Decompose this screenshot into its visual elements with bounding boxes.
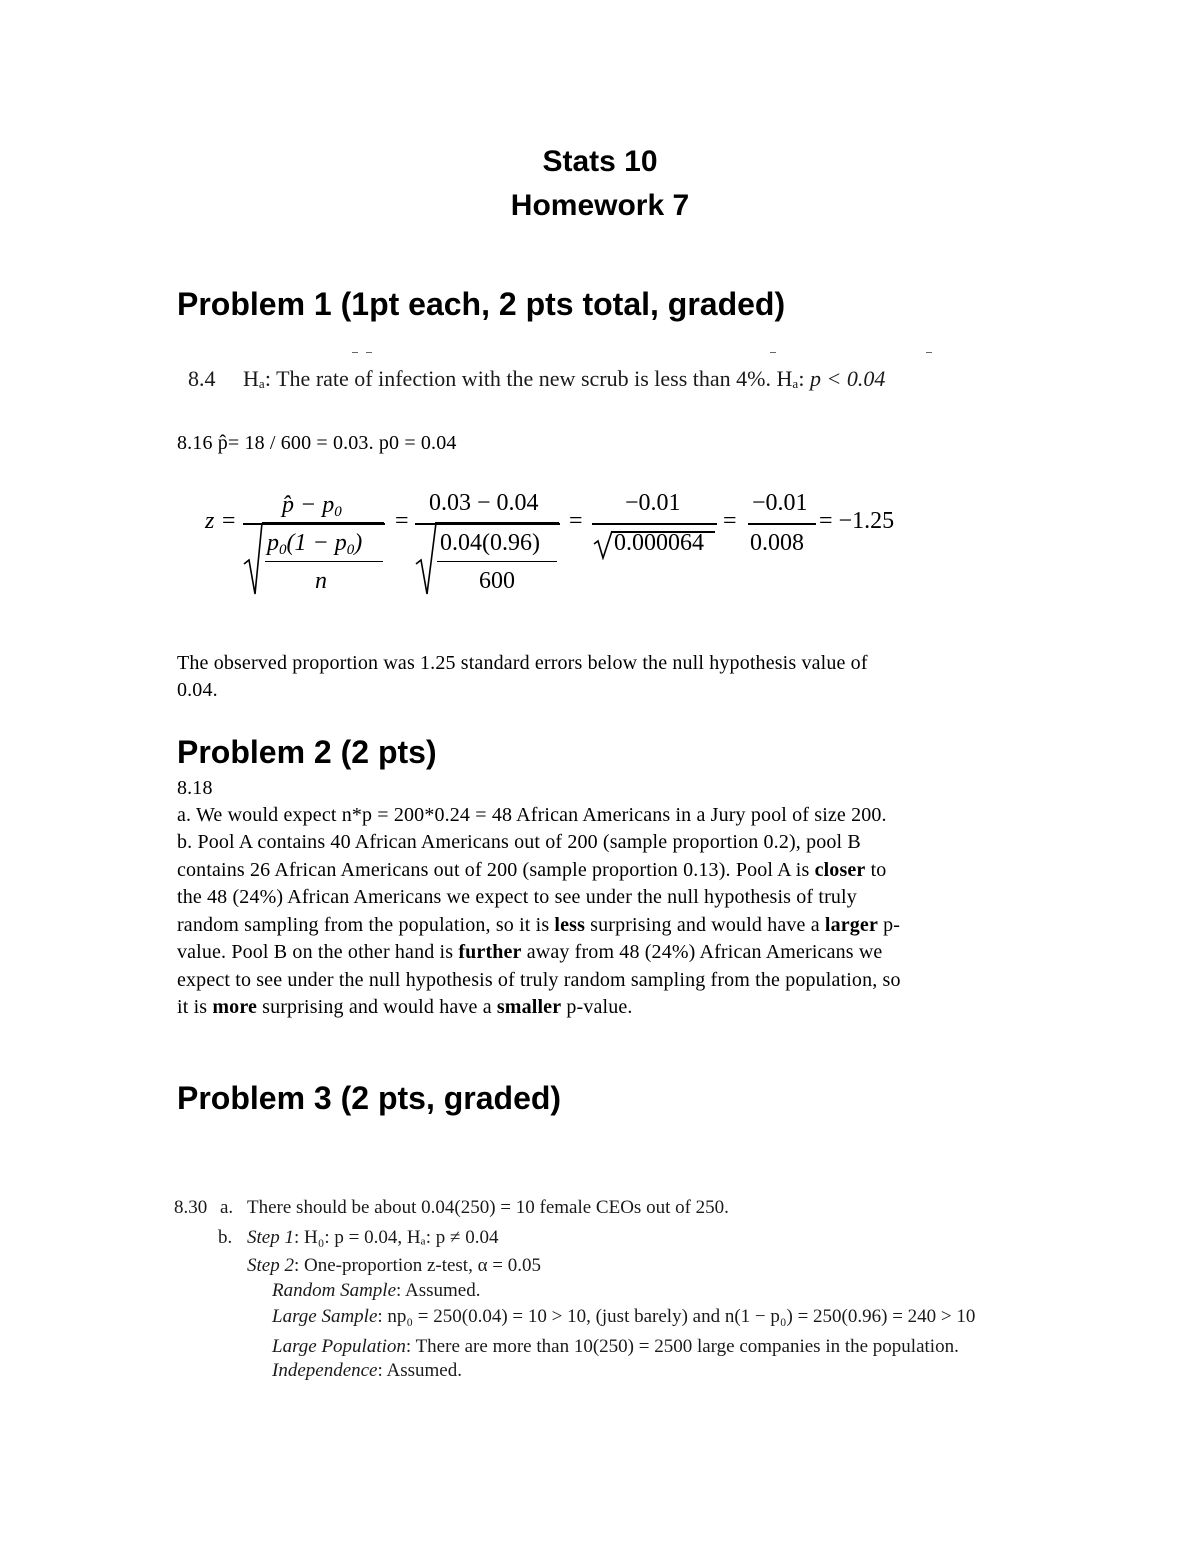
- scan-mark: [352, 352, 358, 353]
- eq-equals-2: =: [569, 508, 583, 534]
- eq-lhs: z =: [205, 508, 237, 534]
- p2-qnum: 8.18: [177, 777, 213, 799]
- fraction-bar: [748, 523, 816, 525]
- p3-b-label: b.: [218, 1227, 233, 1248]
- p2-line-a: a. We would expect n*p = 200*0.24 = 48 African Americans in a Jury pool of size 200.: [177, 804, 887, 826]
- p2-line-b2: contains 26 African Americans out of 200 (sample proportion 0.13). Pool A is closer to: [177, 859, 887, 881]
- p2-line-b1: b. Pool A contains 40 African Americans out of 200 (sample proportion 0.2), pool B: [177, 831, 861, 853]
- z-equation: [197, 478, 957, 608]
- radical-sign: [243, 522, 263, 596]
- p3-independence: Independence: Assumed.: [272, 1360, 462, 1381]
- radical-sign: [415, 522, 437, 598]
- problem3-heading: Problem 3 (2 pts, graded): [177, 1080, 562, 1116]
- p3-a-label: a.: [220, 1197, 234, 1218]
- eq-num3: −0.01: [625, 490, 681, 516]
- radical-bar: [435, 522, 559, 524]
- eq-den1: $p_0(1 - p_0)$: [267, 530, 363, 558]
- scan-mark: [366, 352, 372, 353]
- scan-mark: [770, 352, 776, 353]
- p3-a-text: There should be about 0.04(250) = 10 female CEOs out of 250.: [247, 1197, 729, 1218]
- q816-line: 8.16 p̂= 18 / 600 = 0.03. p0 = 0.04: [177, 432, 457, 454]
- eq-equals-1: =: [395, 508, 409, 534]
- radical-sign: [593, 530, 613, 560]
- q84-text: Hₐ: The rate of infection with the new scrub is less than 4%. Hₐ: p < 0.04: [243, 366, 886, 391]
- q84-inequality: p < 0.04: [810, 366, 886, 391]
- course-title: Stats 10: [542, 145, 658, 178]
- inner-fraction-bar: [265, 561, 383, 562]
- eq-den1-n: n: [315, 568, 327, 594]
- p2-line-b5: value. Pool B on the other hand is further away from 48 (24%) African Americans we: [177, 941, 883, 963]
- eq-equals-3: =: [723, 508, 737, 534]
- assignment-title: Homework 7: [510, 189, 690, 222]
- p1-conclusion-line2: 0.04.: [177, 679, 218, 701]
- scan-mark: [926, 352, 932, 353]
- p2-line-b4: random sampling from the population, so it is less surprising and would have a larger p-: [177, 914, 901, 936]
- p2-line-b6: expect to see under the null hypothesis of truly random sampling from the population, so: [177, 969, 901, 991]
- eq-den2-bot: 600: [479, 568, 515, 594]
- eq-den4: 0.008: [750, 530, 804, 556]
- eq-num4: −0.01: [752, 490, 808, 516]
- p1-conclusion-line1: The observed proportion was 1.25 standard errors below the null hypothesis value of: [177, 652, 868, 674]
- eq-den3: 0.000064: [614, 530, 704, 556]
- p3-qnum: 8.30: [174, 1197, 208, 1218]
- problem1-heading: Problem 1 (1pt each, 2 pts total, graded): [177, 286, 786, 322]
- q84-number: 8.4: [188, 366, 216, 391]
- eq-result: = −1.25: [819, 508, 895, 534]
- problem2-heading: Problem 2 (2 pts): [177, 734, 437, 770]
- p3-large-sample: Large Sample: np₀ = 250(0.04) = 10 > 10, (just barely) and n(1 − p₀) = 250(0.96) = 240 > 10: [272, 1306, 976, 1327]
- eq-num1: p̂ − $p_0$: [282, 492, 342, 520]
- p2-line-b7: it is more surprising and would have a smaller p-value.: [177, 996, 633, 1018]
- eq-den2-top: 0.04(0.96): [440, 530, 540, 556]
- p3-random: Random Sample: Assumed.: [272, 1280, 481, 1301]
- eq-num2: 0.03 − 0.04: [429, 490, 539, 516]
- radical-bar: [262, 522, 384, 524]
- p3-step1: Step 1: H₀: p = 0.04, Hₐ: p ≠ 0.04: [247, 1227, 499, 1248]
- p3-step2: Step 2: One-proportion z-test, α = 0.05: [247, 1255, 542, 1276]
- p3-large-population: Large Population: There are more than 10(250) = 2500 large companies in the population.: [272, 1336, 959, 1357]
- p2-line-b3: the 48 (24%) African Americans we expect to see under the null hypothesis of truly: [177, 886, 857, 908]
- fraction-bar: [592, 523, 717, 525]
- inner-fraction-bar: [437, 561, 557, 562]
